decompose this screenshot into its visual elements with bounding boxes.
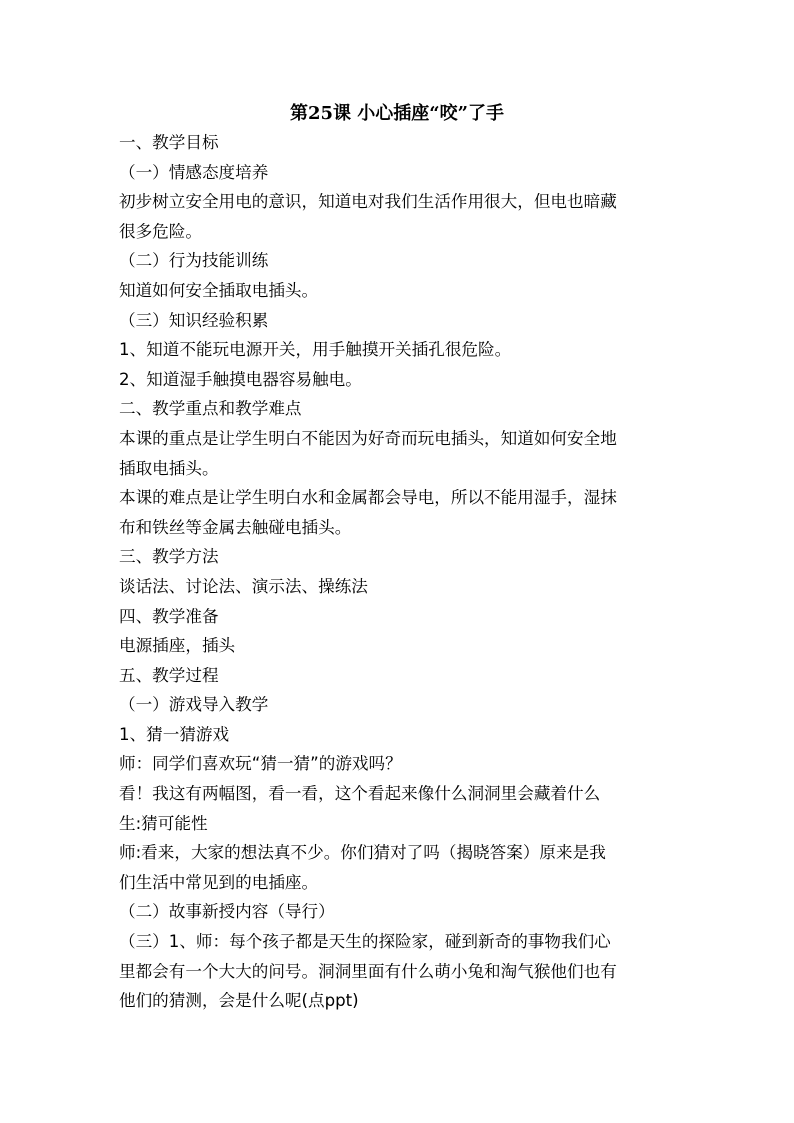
document-title: 第25课 小心插座“咬”了手 — [289, 103, 505, 124]
body-line: 2、知道湿手触摸电器容易触电。 — [119, 369, 362, 389]
body-line: （一）情感态度培养 — [119, 162, 269, 182]
body-line: 知道如何安全插取电插头。 — [119, 280, 319, 300]
body-line: 很多危险。 — [119, 221, 202, 241]
body-line: 师:看来，大家的想法真不少。你们猜对了吗（揭晓答案）原来是我 — [119, 843, 606, 863]
body-line: （二）故事新授内容（导行） — [119, 902, 335, 922]
body-line: 本课的难点是让学生明白水和金属都会导电，所以不能用湿手，湿抹 — [119, 488, 617, 508]
body-line: 五、教学过程 — [119, 665, 219, 685]
body-line: （三）1、师：每个孩子都是天生的探险家，碰到新奇的事物我们心 — [119, 932, 611, 952]
body-line: （二）行为技能训练 — [119, 251, 269, 271]
body-line: 布和铁丝等金属去触碰电插头。 — [119, 517, 352, 537]
body-line: （一）游戏导入教学 — [119, 695, 269, 715]
body-line: 一、教学目标 — [119, 133, 219, 152]
body-line: 们生活中常见到的电插座。 — [119, 872, 319, 892]
document-body — [119, 128, 679, 1016]
body-line: 1、知道不能玩电源开关，用手触摸开关插孔很危险。 — [119, 340, 512, 360]
body-line: 初步树立安全用电的意识，知道电对我们生活作用很大，但电也暗藏 — [119, 192, 617, 212]
body-line: 他们的猜测，会是什么呢(点ppt) — [119, 991, 359, 1011]
body-line: 里都会有一个大大的问号。洞洞里面有什么萌小兔和淘气猴他们也有 — [119, 961, 617, 981]
body-line: 师：同学们喜欢玩“猜一猜”的游戏吗？ — [119, 754, 402, 774]
body-line: 二、教学重点和教学难点 — [119, 399, 302, 419]
body-line: 本课的重点是让学生明白不能因为好奇而玩电插头，知道如何安全地 — [119, 428, 617, 448]
body-line: 谈话法、讨论法、演示法、操练法 — [119, 576, 368, 596]
body-line: 三、教学方法 — [119, 547, 219, 567]
body-line: 电源插座，插头 — [119, 636, 236, 656]
body-line: 四、教学准备 — [119, 606, 219, 626]
body-line: 生:猜可能性 — [119, 813, 208, 833]
body-line: 1、猜一猜游戏 — [119, 724, 230, 744]
body-line: （三）知识经验积累 — [119, 310, 269, 330]
body-line: 看！我这有两幅图，看一看，这个看起来像什么洞洞里会藏着什么 — [119, 784, 601, 804]
body-line: 插取电插头。 — [119, 458, 219, 478]
